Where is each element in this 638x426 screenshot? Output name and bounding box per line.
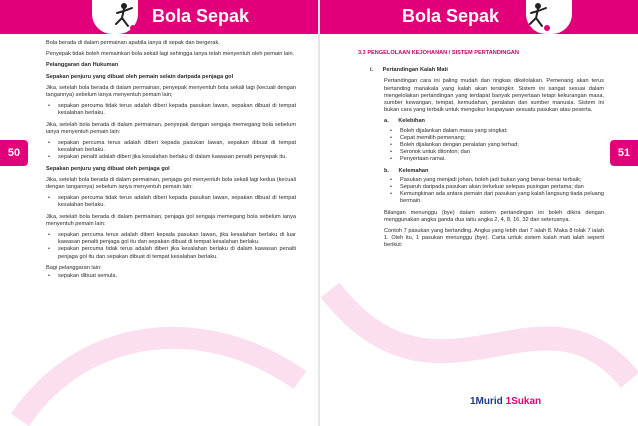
subsection-title: Pertandingan Kalah Mati: [382, 67, 448, 74]
advantage-item: • Seronok untuk ditonton; dan: [400, 149, 604, 156]
intro-paragraph: Pertandingan cara ini paling mudah dan ringkas dikelolakan. Pemenang akan terus bertanding manakala yang kalah akan tersingkir. Sistem ini sangat sesuai dalam mengelolakan pertandingan yang terdapat banyak penyertaan tetapi kekurangan masa, sumber kewangan, tempat, kemudahan, peralatan dan sumber manusia. Sistem ini bukan cara yang terbaik untuk mengukur keupayaan sesuatu pasukan atau peserta.: [384, 78, 604, 114]
left-bullet: • sepakan penalti adalah diberi jika kesalahan berlaku di dalam kawasan penalti penyepak itu.: [58, 154, 296, 161]
left-bullet-list: [46, 232, 296, 261]
left-paragraph: Jika, setelah bola berada di dalam permainan, penjaga gol menyentuh bola sekali lagi kedua (kecuali dengan tangannya) sebelum ianya menyentuh pemain lain:: [46, 176, 297, 191]
disadvantages-heading: [358, 168, 604, 175]
left-paragraph: Bagi pelanggaran lain:: [46, 264, 102, 271]
football-player-icon: [112, 0, 140, 34]
advantage-item: • Cepat memilih pemenang;: [400, 135, 604, 142]
disadvantages-title: Kelemahan: [398, 167, 429, 174]
subsection-heading: [358, 67, 604, 74]
advantages-list: [358, 128, 604, 164]
left-bullet: • sepakan percuma tidak terus adalah diberi jika kesalahan berlaku di dalam kawasan penalti penjaga gol itu dan sepakan dibuat di tempat kesalahan berlaku.: [58, 246, 296, 260]
left-bullet-list: [46, 103, 296, 117]
left-header-title: Bola Sepak: [152, 6, 250, 26]
left-paragraph: Penyepak tidak boleh memainkan bola sekali lagi sehingga ianya telah menyentuh oleh pemain lain.: [46, 51, 295, 58]
advantage-item: • Penyertaan ramai.: [400, 156, 604, 163]
left-bullet-list: [46, 273, 296, 280]
left-paragraph: Bola berada di dalam permainan apabila ianya di sepak dan bergerak.: [46, 40, 220, 46]
footer-logo: [470, 396, 541, 407]
disadvantage-item: • Pasukan yang menjadi johan, boleh jadi bukan yang benar-benar terbaik;: [400, 177, 604, 184]
football-player-icon: [526, 0, 554, 34]
left-bullet: • sepakan percuma terus adalah diberi kepada pasukan lawan, sepakan dibuat di tempat kesalahan berlaku.: [58, 140, 296, 154]
disadvantage-item: • Kemungkinan ada antara pemain dari pasukan yang kalah langsung tiada peluang bermain.: [400, 191, 604, 205]
section-title: 3.3 PENGELOLAAN KEJOHANAN / SISTEM PERTANDINGAN: [358, 50, 519, 56]
logo-text-murid: 1Murid: [470, 396, 503, 407]
advantages-label: a.: [384, 118, 389, 125]
disadvantages-list: [358, 177, 604, 206]
left-bullet-list: [46, 140, 296, 162]
disadvantages-label: b.: [384, 167, 389, 174]
left-bullet: • sepakan percuma tidak terus adalah diberi kepada pasukan lawan, sepakan dibuat di tempat kesalahan berlaku.: [58, 195, 296, 209]
right-header-bar: [320, 0, 638, 34]
left-bullet: • sepakan percuma terus adalah diberi kepada pasukan lawan, jika kesalahan berlaku di luar kawasan penalti penjaga gol itu dan sepakan dibuat di tempat kesalahan berlaku.: [58, 232, 296, 246]
example-paragraph: Contoh 7 pasukan yang bertanding. Angka yang lebih dari 7 ialah 8. Maka 8 tolak 7 ialah 1. Oleh itu, 1 pasukan menunggu (bye). Carta untuk sistem kalah mati ialah seperti berikut:: [384, 228, 604, 249]
left-header-bar: [0, 0, 318, 34]
advantage-item: • Boleh dijalankan dalam masa yang singkat;: [400, 128, 604, 135]
right-header-title: Bola Sepak: [402, 6, 500, 26]
left-bullet: • sepakan dibuat semula.: [58, 273, 296, 280]
subsection-number: i.: [370, 67, 374, 74]
advantages-title: Kelebihan: [398, 118, 425, 125]
right-page: [320, 0, 638, 426]
right-page-number: 51: [610, 140, 638, 166]
left-paragraph: Jika, setelah bola berada di dalam permainan, penyepak menyentuh bola sekali lagi (kecuali dengan tangannya) sebelum ianya menyentuh pemain lain;: [46, 84, 296, 99]
advantages-heading: [358, 118, 604, 125]
left-paragraph: Jika, setelah bola berada di dalam permainan, penjaga gol sengaja memegang bola sebelum ianya menyentuh pemain lain:: [46, 213, 296, 227]
logo-text-sukan: 1Sukan: [505, 396, 542, 407]
right-content: [358, 50, 604, 254]
left-paragraph: Jika, setelah bola berada di dalam permainan, penyepak dengan sengaja memegang bola sebelum ianya menyentuh pemain lain:: [46, 121, 296, 135]
advantage-item: • Boleh dijalankan dengan peralatan yang terhad;: [400, 142, 604, 149]
left-content: [46, 40, 296, 284]
left-bullet-list: [46, 195, 296, 209]
disadvantage-item: • Separuh daripada pasukan akan terkeluar selepas pusingan pertama; dan: [400, 184, 604, 191]
left-heading: Sepakan penjuru yang dibuat oleh penjaga gol: [46, 165, 170, 172]
bye-paragraph: Bilangan menunggu (bye) dalam sistem pertandingan ini boleh dikira dengan menggunakan angka ganda dua iaitu angka 2, 4, 8, 16, 32 dan seterusnya.: [384, 209, 604, 223]
left-page: [0, 0, 318, 426]
left-page-number: 50: [0, 140, 28, 166]
left-heading: Sepakan penjuru yang dibuat oleh pemain selain daripada penjaga gol: [46, 73, 234, 80]
left-bullet: • sepakan percuma tidak terus adalah diberi kepada pasukan lawan, sepakan dibuat di tempat kesalahan berlaku.: [58, 103, 296, 117]
left-heading: Pelanggaran dan Hukuman: [46, 62, 119, 69]
